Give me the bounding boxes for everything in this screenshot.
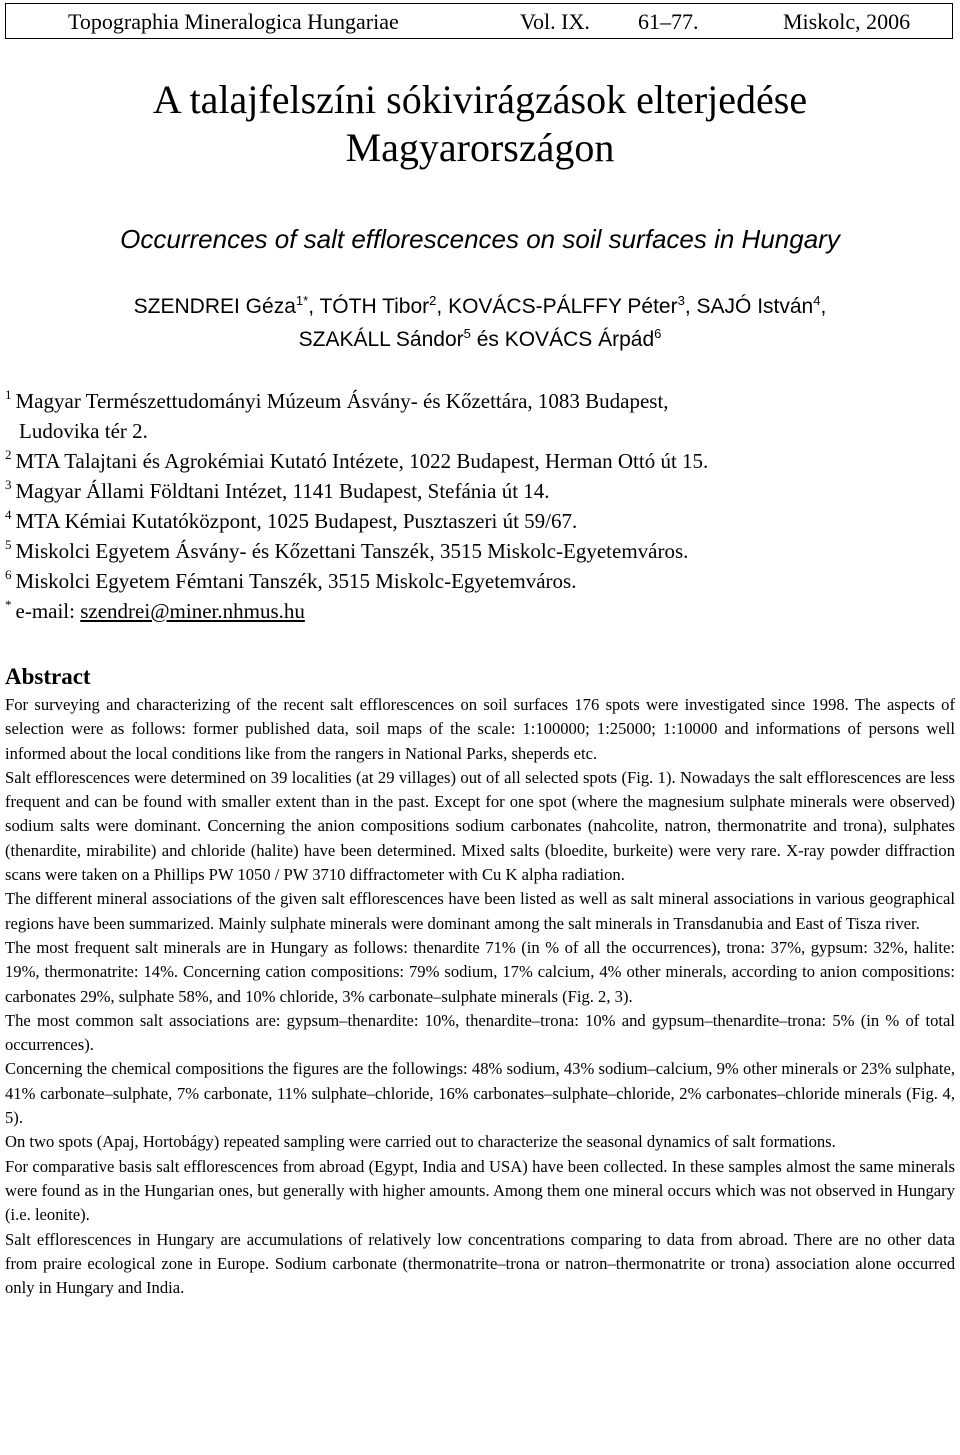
affiliation-item: $^1$ Magyar Természettudományi Múzeum Ásvány- és Kőzettára, 1083 Budapest, bbox=[5, 387, 669, 413]
affiliation-list bbox=[5, 386, 955, 626]
email-link[interactable]: szendrei@miner.nhmus.hu bbox=[80, 599, 305, 623]
affiliation-item-continued: Ludovika tér 2. bbox=[19, 419, 148, 443]
title-english: Occurrences of salt efflorescences on soil surfaces in Hungary bbox=[120, 224, 840, 254]
author-affiliation-mark: 6 bbox=[654, 326, 662, 341]
author-line-1: SZENDREI Géza$^{1*}$, TÓTH Tibor$^2$, KOVÁCS-PÁLFFY Péter$^3$, SAJÓ István$^4$, bbox=[133, 293, 827, 318]
affiliation-item: $^4$ MTA Kémiai Kutatóközpont, 1025 Budapest, Pusztaszeri út 59/67. bbox=[5, 507, 578, 533]
title-hungarian-line1: A talajfelszíni sókivirágzások elterjedése bbox=[152, 77, 808, 122]
abstract-heading: Abstract bbox=[5, 664, 91, 689]
author-name: KOVÁCS-PÁLFFY Péter bbox=[448, 295, 678, 318]
abstract-body bbox=[5, 693, 955, 1300]
page-range: 61–77. bbox=[638, 9, 699, 34]
author-name: SZENDREI Géza bbox=[133, 295, 296, 318]
author-name: SZAKÁLL Sándor bbox=[298, 328, 464, 351]
abstract-paragraph: The most common salt associations are: gypsum–thenardite: 10%, thenardite–trona: 10% and gypsum–thenardite–trona: 5% (in % of total occurrences). bbox=[5, 1010, 955, 1055]
author-affiliation-mark: 1* bbox=[295, 293, 309, 308]
running-header bbox=[5, 3, 953, 39]
author-name: KOVÁCS Árpád bbox=[504, 328, 655, 351]
abstract-paragraph: For surveying and characterizing of the recent salt efflorescences on soil surfaces 176 spots were investigated since 1998. The aspects of selection were as follows: former published data, soil maps of the scale: 1:100000; 1:25000; 1:10000 and informations of persons well informed about the local conditions like from the rangers in National Parks, sheperds etc. bbox=[5, 695, 955, 763]
volume-number: Vol. IX. bbox=[520, 9, 590, 34]
abstract-paragraph: The different mineral associations of the given salt efflorescences have been listed as well as salt mineral associations in various geographical regions have been summarized. Mainly sulphate minerals were dominant among the salt minerals in Transdanubia and East of Tisza river. bbox=[5, 889, 955, 933]
author-affiliation-mark: 5 bbox=[463, 326, 471, 341]
author-affiliation-mark: 3 bbox=[677, 293, 685, 308]
place-year: Miskolc, 2006 bbox=[783, 9, 911, 34]
author-list bbox=[0, 290, 960, 356]
author-name: SAJÓ István bbox=[696, 295, 814, 318]
affiliation-item: $^2$ MTA Talajtani és Agrokémiai Kutató Intézete, 1022 Budapest, Herman Ottó út 15. bbox=[5, 447, 709, 473]
abstract-paragraph: The most frequent salt minerals are in Hungary as follows: thenardite 71% (in % of all the occurrences), trona: 37%, gypsum: 32%, halite: 19%, thermonatrite: 14%. Concerning cation compositions: 79% sodium, 17% calcium, 4% other minerals, according to anion compositions: carbonates 29%, sulphate 58%, and 10% chloride, 3% carbonate–sulphate minerals (Fig. 2, 3). bbox=[5, 937, 955, 1006]
author-name: TÓTH Tibor bbox=[319, 295, 430, 318]
affiliation-item: $^5$ Miskolci Egyetem Ásvány- és Kőzettani Tanszék, 3515 Miskolc-Egyetemváros. bbox=[5, 537, 689, 563]
title-hungarian bbox=[0, 76, 960, 172]
abstract-paragraph: Salt efflorescences were determined on 39 localities (at 29 villages) out of all selected spots (Fig. 1). Nowadays the salt efflorescences are less frequent and can be found with smaller extent than in the past. Except for one spot (where the magnesium sulphate minerals were observed) sodium salts were dominant. Concerning the anion compositions sodium carbonates (nahcolite, natron, thermonatrite and trona), sulphates (thenardite, mirabilite) and chloride (halite) have been determined. Mixed salts (bloedite, burkeite) were very rare. X-ray powder diffraction scans were taken on a Phillips PW 1050 / PW 3710 diffractometer with Cu K alpha radiation. bbox=[5, 767, 955, 885]
abstract-paragraph: On two spots (Apaj, Hortobágy) repeated sampling were carried out to characterize the seasonal dynamics of salt formations. bbox=[5, 1132, 836, 1152]
abstract-paragraph: Salt efflorescences in Hungary are accumulations of relatively low concentrations comparing to data from abroad. There are no other data from praire ecological zone in Europe. Sodium carbonate (thermonatrite–trona or natron–thermonatrite or trona) association alone occurred only in Hungary and India. bbox=[5, 1229, 955, 1298]
title-hungarian-line2: Magyarországon bbox=[345, 125, 615, 170]
affiliation-item: $^6$ Miskolci Egyetem Fémtani Tanszék, 3515 Miskolc-Egyetemváros. bbox=[5, 567, 577, 593]
author-affiliation-mark: 2 bbox=[429, 293, 437, 308]
abstract-paragraph: Concerning the chemical compositions the figures are the followings: 48% sodium, 43% sodium–calcium, 9% other minerals or 23% sulphate, 41% carbonate–sulphate, 7% carbonate, 11% sulphate–chloride, 16% carbonates–sulphate–chloride, 2% carbonates–chloride minerals (Fig. 4, 5). bbox=[5, 1059, 955, 1128]
abstract-paragraph: For comparative basis salt efflorescences from abroad (Egypt, India and USA) have been collected. In these samples almost the same minerals were found as in the Hungarian ones, but generally with higher amounts. Among them one mineral occurs which was not observed in Hungary (i.e. leonite). bbox=[5, 1156, 955, 1225]
author-line-2: SZAKÁLL Sándor$^5$ és KOVÁCS Árpád$^6$ bbox=[298, 326, 662, 351]
affiliation-item: $^3$ Magyar Állami Földtani Intézet, 1141 Budapest, Stefánia út 14. bbox=[5, 477, 550, 503]
contact-email: * e-mail: szendrei@miner.nhmus.hu bbox=[5, 597, 305, 623]
journal-name: Topographia Mineralogica Hungariae bbox=[68, 9, 399, 34]
author-affiliation-mark: 4 bbox=[813, 293, 821, 308]
